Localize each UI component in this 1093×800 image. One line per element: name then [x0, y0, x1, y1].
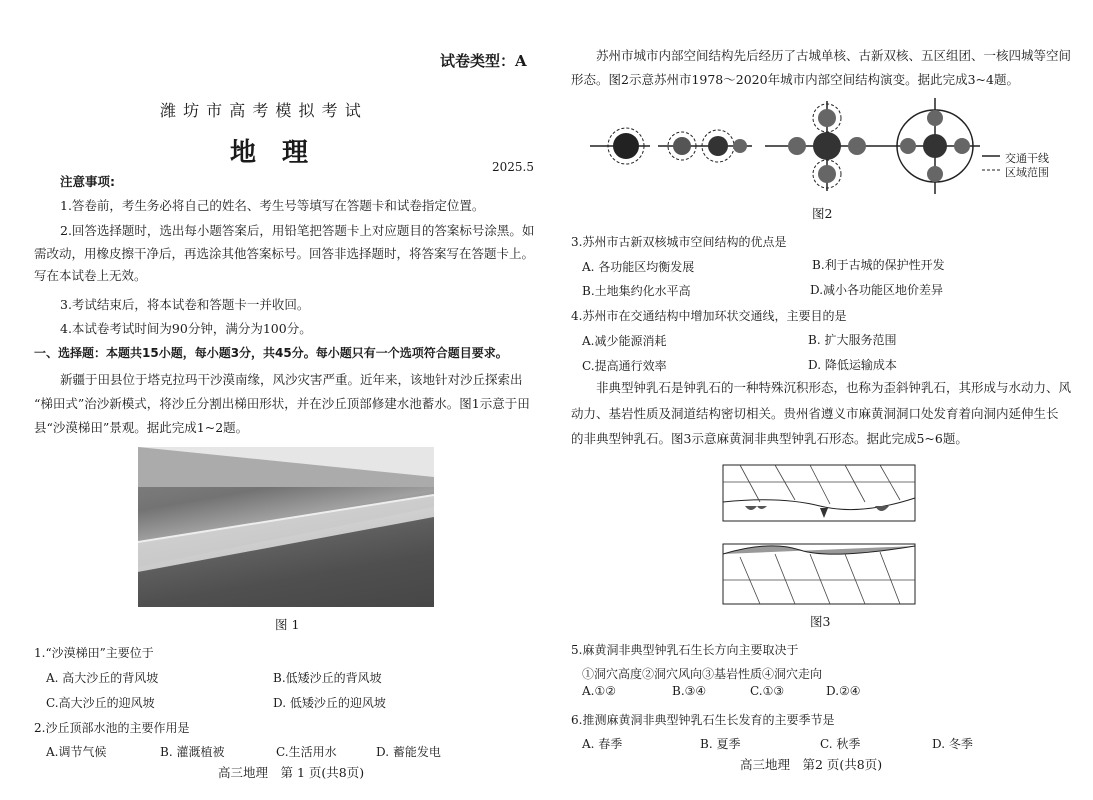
q5-option-d[interactable]: D.②④	[826, 684, 861, 698]
q1-stem: 1.“沙漠梯田”主要位于	[34, 646, 154, 660]
passage-1-line1: 新疆于田县位于塔克拉玛干沙漠南缘，风沙灾害严重。近年来，该地针对沙丘探索出	[60, 372, 523, 387]
q4-stem: 4.苏州市在交通结构中增加环状交通线，主要目的是	[571, 309, 847, 323]
q3-option-b[interactable]: B.利于古城的保护性开发	[812, 258, 945, 272]
page-2-footer: 高三地理 第2 页(共8页)	[740, 757, 883, 772]
q3-stem: 3.苏州市古新双核城市空间结构的优点是	[571, 235, 787, 249]
q5-option-c[interactable]: C.①③	[750, 684, 785, 698]
passage-3-line2: 动力、基岩性质及洞道结构密切相关。贵州省遵义市麻黄洞洞口处发育着向洞内延伸生长	[571, 406, 1059, 421]
figure-2-diagram	[590, 96, 1090, 196]
q4-option-d[interactable]: D. 降低运输成本	[808, 358, 897, 372]
figure-2-caption: 图2	[812, 206, 833, 221]
notice-2-line2: 需改动，用橡皮擦干净后，再选涂其他答案标号。回答非选择题时，将答案写在答题卡上。	[34, 246, 535, 261]
passage-2-line2: 形态。图2示意苏州市1978～2020年城市内部空间结构演变。据此完成3~4题。	[571, 72, 1019, 87]
q2-option-a[interactable]: A.调节气候	[46, 745, 107, 759]
q5-option-b[interactable]: B.③④	[672, 684, 707, 698]
q6-option-c[interactable]: C. 秋季	[820, 737, 861, 751]
q2-option-c[interactable]: C.生活用水	[276, 745, 337, 759]
q5-items: ①洞穴高度②洞穴风向③基岩性质④洞穴走向	[582, 667, 823, 681]
notice-3: 3.考试结束后，将本试卷和答题卡一并收回。	[60, 297, 310, 312]
passage-3-line3: 的非典型钟乳石。图3示意麻黄洞非典型钟乳石形态。据此完成5~6题。	[571, 431, 968, 446]
paper-type: 试卷类型：A	[440, 52, 527, 70]
q2-option-d[interactable]: D. 蓄能发电	[376, 745, 441, 759]
legend-region-range: 区域范围	[1005, 166, 1049, 179]
notice-2-line3: 写在本试卷上无效。	[34, 268, 147, 283]
page-1-footer: 高三地理 第 1 页(共8页)	[218, 765, 365, 780]
q3-option-c[interactable]: B.土地集约化水平高	[582, 284, 691, 298]
q2-stem: 2.沙丘顶部水池的主要作用是	[34, 721, 190, 735]
passage-1-line2: “梯田式”治沙新模式，将沙丘分割出梯田形状，并在沙丘顶部修建水池蓄水。图1示意于田	[34, 396, 530, 411]
figure-1-photo	[138, 447, 434, 607]
figure-3-diagram	[720, 462, 920, 612]
passage-2-line1: 苏州市城市内部空间结构先后经历了古城单核、古新双核、五区组团、一核四城等空间	[596, 48, 1072, 63]
section-heading: 一、选择题：本题共15小题，每小题3分，共45分。每小题只有一个选项符合题目要求。	[34, 346, 508, 360]
q4-option-b[interactable]: B. 扩大服务范围	[808, 333, 897, 347]
notice-2-line1: 2.回答选择题时，选出每小题答案后，用铅笔把答题卡上对应题目的答案标号涂黑。如	[60, 223, 535, 238]
q3-option-a[interactable]: A. 各功能区均衡发展	[582, 260, 695, 274]
q4-option-a[interactable]: A.减少能源消耗	[582, 334, 667, 348]
notice-4: 4.本试卷考试时间为90分钟，满分为100分。	[60, 321, 312, 336]
passage-3-line1: 非典型钟乳石是钟乳石的一种特殊沉积形态，也称为歪斜钟乳石，其形成与水动力、风	[596, 380, 1072, 395]
passage-1-line3: 县“沙漠梯田”景观。据此完成1~2题。	[34, 420, 249, 435]
q4-option-c[interactable]: C.提高通行效率	[582, 359, 667, 373]
notice-1: 1.答卷前，考生务必将自己的姓名、考生号等填写在答题卡和试卷指定位置。	[60, 198, 485, 213]
q6-stem: 6.推测麻黄洞非典型钟乳石生长发育的主要季节是	[571, 713, 835, 727]
figure-1-caption: 图 1	[275, 617, 300, 632]
q3-option-d[interactable]: D.减小各功能区地价差异	[810, 283, 944, 297]
exam-title: 潍 坊 市 高 考 模 拟 考 试	[160, 101, 362, 120]
q2-option-b[interactable]: B. 灌溉植被	[160, 745, 225, 759]
q1-option-b[interactable]: B.低矮沙丘的背风坡	[273, 671, 382, 685]
q1-option-c[interactable]: C.高大沙丘的迎风坡	[46, 696, 155, 710]
q1-option-d[interactable]: D. 低矮沙丘的迎风坡	[273, 696, 386, 710]
q6-option-a[interactable]: A. 春季	[582, 737, 623, 751]
legend-transport-line: 交通干线	[1005, 152, 1049, 165]
exam-date: 2025.5	[492, 160, 534, 174]
q1-option-a[interactable]: A. 高大沙丘的背风坡	[46, 671, 159, 685]
q6-option-b[interactable]: B. 夏季	[700, 737, 741, 751]
notice-heading: 注意事项:	[60, 174, 115, 189]
q6-option-d[interactable]: D. 冬季	[932, 737, 973, 751]
q5-stem: 5.麻黄洞非典型钟乳石生长方向主要取决于	[571, 643, 799, 657]
subject-title: 地 理	[230, 138, 309, 168]
figure-3-caption: 图3	[810, 614, 831, 629]
q5-option-a[interactable]: A.①②	[582, 684, 616, 698]
